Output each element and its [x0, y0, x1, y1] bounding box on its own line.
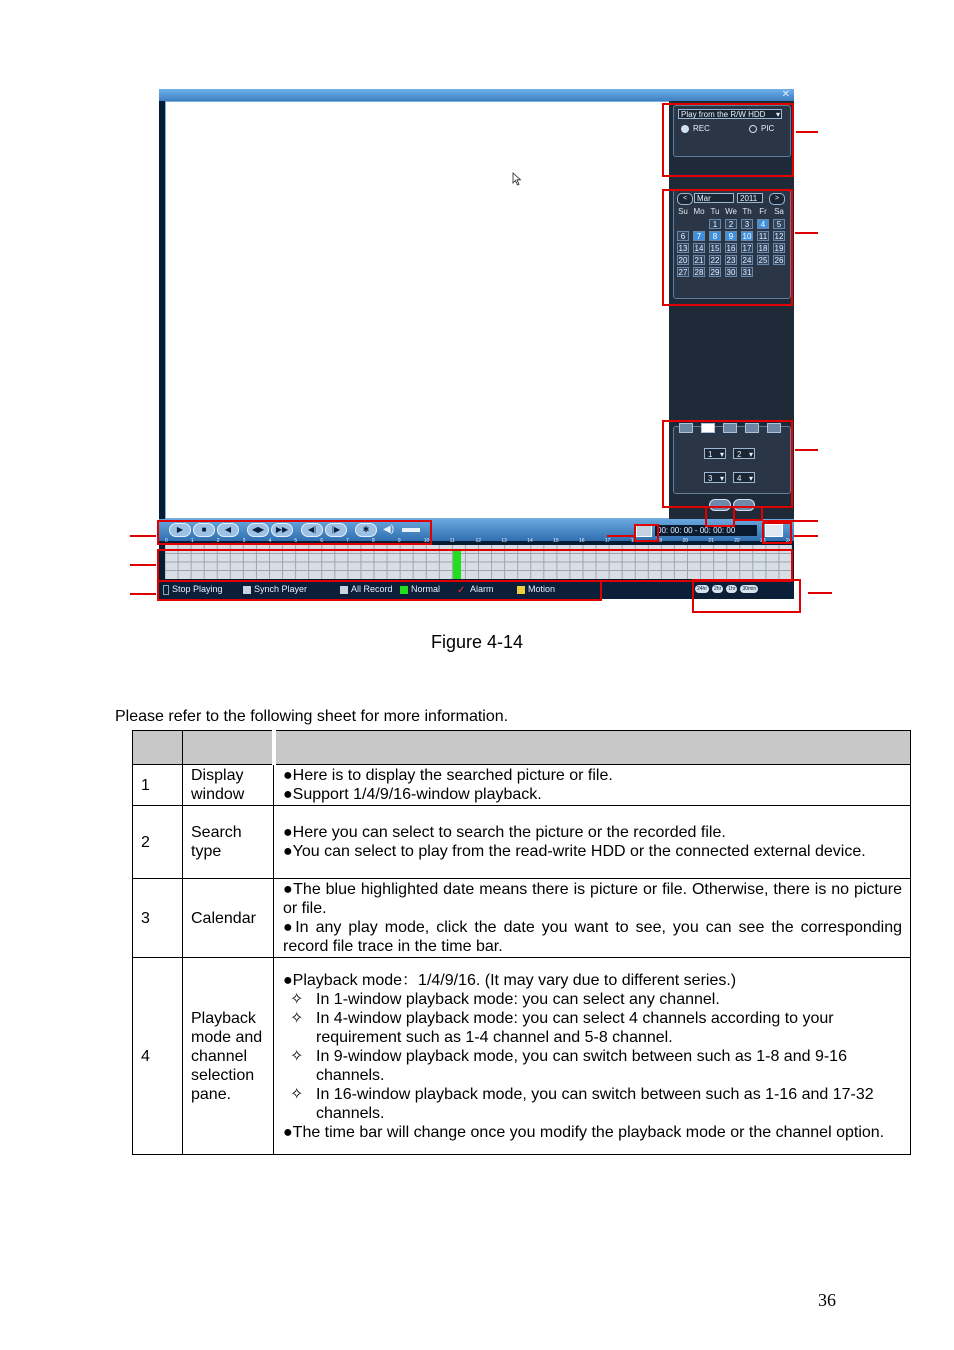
row-name: Playback mode and channel selection pane. [183, 958, 274, 1155]
alarm-check-icon: ✓ [457, 584, 466, 596]
sub-item-text: In 9-window playback mode, you can switch between such as 1-8 and 9-16 channels. [316, 1047, 847, 1084]
row-name: Display window [183, 765, 274, 806]
sub-item [283, 1085, 902, 1123]
description-line: ●Support 1/4/9/16-window playback. [283, 786, 542, 803]
channel-value-3: 3 [708, 474, 713, 483]
synch-player-label: Synch Player [254, 584, 308, 594]
alarm-label: Alarm [470, 584, 494, 594]
sub-item-text: In 16-window playback mode, you can switch between such as 1-16 and 17-32 channels. [316, 1085, 874, 1122]
motion-label: Motion [528, 584, 556, 594]
hour-label: 15 [553, 538, 559, 544]
calendar-day[interactable]: 18 [758, 244, 768, 253]
description-line: ●The time bar will change once you modify the playback mode or the channel option. [283, 1123, 885, 1141]
slow-play-icon[interactable]: ◀▶ [247, 523, 269, 537]
hour-label: 19 [656, 538, 663, 544]
calendar-day[interactable]: 9 [725, 231, 737, 241]
row-name: Search type [183, 806, 274, 879]
chevron-down-icon: ▾ [748, 474, 753, 483]
calendar-day[interactable]: 10 [742, 232, 752, 241]
calendar-day[interactable]: 16 [726, 244, 736, 253]
next-frame-icon[interactable]: |▶ [325, 523, 347, 537]
calendar-day[interactable]: 24 [742, 256, 752, 265]
hour-label: 12 [475, 538, 482, 544]
hour-label: 9 [397, 538, 401, 544]
calendar-day[interactable]: 25 [758, 256, 768, 265]
radio-rec-label: REC [693, 124, 710, 133]
callout-search-type [662, 103, 794, 177]
hour-label: 0 [165, 538, 168, 544]
channel-value-1: 1 [708, 450, 713, 459]
year-value: 2011 [740, 194, 758, 203]
header-cell [133, 731, 183, 765]
callout-backup [762, 522, 792, 544]
calendar-day[interactable]: 12 [774, 232, 784, 241]
callout-calendar [662, 189, 793, 306]
calendar-day[interactable]: 8 [709, 231, 721, 241]
sub-item [283, 1047, 902, 1085]
callout-zoom [692, 579, 801, 613]
table-header-row [133, 731, 911, 765]
callout-search-button [705, 507, 735, 527]
hour-label: 21 [708, 538, 714, 544]
zoom-2hr-button[interactable]: 2hr [714, 586, 722, 592]
hour-label: 10 [423, 538, 430, 544]
calendar-day[interactable]: 28 [694, 268, 704, 277]
callout-line [808, 592, 832, 594]
chevron-down-icon: ▾ [719, 450, 724, 459]
hour-label: 16 [579, 538, 585, 544]
calendar-day[interactable]: 7 [693, 231, 705, 241]
info-table [132, 730, 911, 1155]
previous-frame-icon[interactable]: ◀| [301, 523, 323, 537]
callout-line [607, 535, 634, 537]
sub-item-text: In 1-window playback mode: you can select any channel. [316, 990, 720, 1008]
calendar-day[interactable]: 30 [726, 268, 736, 277]
callout-file-list [733, 507, 763, 521]
hour-label: 8 [372, 538, 375, 544]
source-select-value: Play from the R/W HDD [681, 110, 766, 119]
description-line: ●Here is to display the searched picture or file. [283, 767, 613, 784]
callout-line [795, 449, 818, 451]
description-line: ●Playback mode：1/4/9/16. (It may vary due to different series.) [283, 971, 737, 989]
row-number: 3 [133, 879, 183, 958]
chevron-down-icon: ▾ [775, 110, 780, 119]
stop-playing-label: Stop Playing [172, 584, 223, 594]
callout-line [795, 232, 818, 234]
window-titlebar [159, 89, 794, 101]
time-start: 00: 00: 00 [657, 526, 693, 535]
hour-label: 2 [216, 538, 220, 544]
calendar-day[interactable]: 31 [742, 268, 752, 277]
hour-label: 14 [527, 538, 533, 544]
row-description [274, 806, 911, 879]
table-row [133, 765, 911, 806]
calendar-day[interactable]: 17 [742, 244, 752, 253]
calendar-day[interactable]: 22 [710, 256, 720, 265]
radio-pic-label: PIC [761, 124, 775, 133]
diamond-bullet-icon: ✧ [290, 990, 304, 1008]
time-separator: - [694, 526, 700, 535]
hour-label: 17 [604, 538, 611, 544]
row-number: 4 [133, 958, 183, 1155]
sub-item [283, 990, 902, 1009]
table-row [133, 879, 911, 958]
calendar-weekday: We [725, 207, 737, 216]
row-description [274, 765, 911, 806]
calendar-prev-button[interactable]: < [677, 193, 693, 205]
hour-label: 22 [734, 538, 740, 544]
description-line: ●You can select to play from the read-write HDD or the connected external device. [283, 843, 866, 860]
row-name: Calendar [183, 879, 274, 958]
description-line: ●The blue highlighted date means there is picture or file. Otherwise, there is no picture or file. [283, 881, 902, 917]
calendar-weekday: Su [678, 207, 688, 216]
backward-icon[interactable]: ◀ [217, 523, 239, 537]
calendar-day[interactable]: 21 [694, 256, 704, 265]
hour-label: 1 [190, 538, 194, 544]
calendar-day[interactable]: 4 [757, 219, 769, 229]
normal-label: Normal [411, 584, 441, 594]
callout-line [130, 564, 156, 566]
hour-label: 4 [268, 538, 272, 544]
callout-legend [157, 580, 602, 601]
hour-label: 18 [630, 538, 637, 544]
mouse-pointer-icon [512, 172, 522, 186]
display-window[interactable] [165, 101, 671, 519]
diamond-bullet-icon: ✧ [290, 1085, 304, 1103]
calendar-weekday: Th [742, 207, 752, 216]
channel-value-4: 4 [737, 474, 742, 483]
calendar-day[interactable]: 23 [726, 256, 736, 265]
table-row [133, 958, 911, 1155]
hour-label: 11 [449, 538, 455, 544]
calendar-day[interactable]: 3 [741, 219, 753, 229]
calendar-day[interactable]: 20 [678, 256, 688, 265]
callout-line [130, 593, 156, 595]
intro-text: Please refer to the following sheet for more information. [115, 708, 509, 725]
calendar-day[interactable]: 11 [758, 232, 768, 241]
calendar-day[interactable]: 19 [774, 244, 784, 253]
row-description [274, 879, 911, 958]
chevron-down-icon: ▾ [719, 474, 724, 483]
row-number: 2 [133, 806, 183, 879]
table-row [133, 806, 911, 879]
channel-value-2: 2 [737, 450, 742, 459]
header-cell [274, 731, 911, 765]
page-number: 36 [818, 1290, 836, 1310]
calendar-day[interactable]: 14 [694, 244, 704, 253]
calendar-day[interactable]: 2 [725, 219, 737, 229]
chevron-down-icon: ▾ [748, 450, 753, 459]
hour-label: 13 [501, 538, 507, 544]
sub-item-text: In 4-window playback mode: you can select 4 channels according to your requirement such as 1-4 channel and 5-8 channel. [316, 1009, 834, 1046]
hour-label: 7 [346, 538, 349, 544]
all-record-label: All Record [351, 584, 393, 594]
callout-playback-controls [157, 520, 432, 545]
gear-icon[interactable]: ✱ [355, 523, 377, 537]
month-value: Mar [697, 194, 711, 203]
row-number: 1 [133, 765, 183, 806]
calendar-day[interactable]: 29 [710, 268, 720, 277]
description-line: ●Here you can select to search the picture or the recorded file. [283, 824, 726, 841]
calendar-day[interactable]: 5 [773, 219, 785, 229]
zoom-1hr-button[interactable]: 1hr [728, 586, 736, 592]
hour-label: 20 [682, 538, 689, 544]
calendar-day[interactable]: 6 [677, 231, 689, 241]
row-description [274, 958, 911, 1155]
play-icon[interactable]: ▶ [169, 523, 191, 537]
calendar-day[interactable]: 27 [678, 268, 688, 277]
hour-label: 5 [294, 538, 298, 544]
calendar-weekday: Sa [774, 207, 784, 216]
calendar-weekday: Mo [693, 207, 705, 216]
zoom-30min-button[interactable]: 30min [742, 586, 757, 592]
callout-line [796, 131, 818, 133]
callout-clip [634, 524, 659, 542]
callout-line [130, 535, 156, 537]
diamond-bullet-icon: ✧ [290, 1047, 304, 1065]
callout-playback-mode [662, 420, 793, 508]
fast-play-icon[interactable]: ▶▶ [271, 523, 293, 537]
time-end: 00: 00: 00 [699, 526, 736, 535]
figure-caption: Figure 4-14 [430, 632, 524, 652]
diamond-bullet-icon: ✧ [290, 1009, 304, 1027]
header-cell [183, 731, 274, 765]
calendar-next-button[interactable]: > [769, 193, 785, 205]
stop-icon[interactable]: ■ [193, 523, 215, 537]
close-icon[interactable]: ✕ [781, 89, 790, 100]
sub-item [283, 1009, 902, 1047]
description-line: ●In any play mode, click the date you want to see, you can see the corresponding record file trace in the time bar. [283, 919, 902, 955]
hour-label: 24 [786, 538, 792, 544]
callout-time-bar [157, 549, 793, 582]
callout-line [794, 535, 818, 537]
calendar-day[interactable]: 13 [678, 244, 688, 253]
hour-label: 6 [320, 538, 324, 544]
volume-icon[interactable]: ◀) [383, 524, 395, 535]
calendar-weekday: Tu [710, 207, 720, 216]
hour-label: 3 [242, 538, 246, 544]
calendar-weekday: Fr [759, 207, 767, 216]
hour-label: 23 [760, 538, 766, 544]
calendar-day[interactable]: 26 [774, 256, 784, 265]
zoom-24hr-button[interactable]: 24hr [697, 586, 708, 592]
calendar-day[interactable]: 1 [709, 219, 721, 229]
calendar-day[interactable]: 15 [710, 244, 720, 253]
